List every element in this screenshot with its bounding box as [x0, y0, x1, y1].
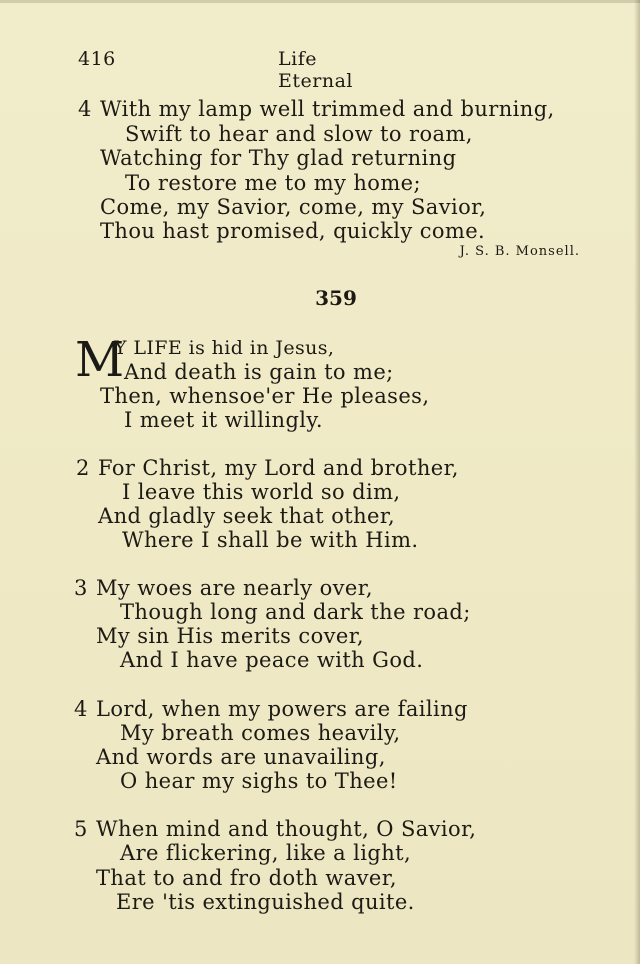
verse-3-line-4: And I have peace with God.: [120, 648, 424, 672]
verse-line-text: For Christ, my Lord and brother,: [98, 456, 459, 480]
verse-number: 5: [74, 817, 88, 841]
verse-line-text: Lord, when my powers are failing: [96, 697, 468, 721]
drop-cap: M: [75, 332, 125, 388]
verse-line-text: Y LIFE is hid in Jesus,: [114, 337, 335, 359]
verse-4-line-2: My breath comes heavily,: [120, 721, 401, 745]
verse-2-line-4: Where I shall be with Him.: [122, 528, 419, 552]
verse-4-line-1: [74, 697, 468, 721]
verse-number: 3: [74, 576, 88, 600]
verse-2-line-2: I leave this world so dim,: [122, 480, 401, 504]
prev-verse-4-line-2: Swift to hear and slow to roam,: [125, 122, 473, 146]
hymn-number: 359: [315, 286, 357, 310]
verse-5-line-3: That to and fro doth waver,: [96, 866, 397, 890]
verse-5-line-2: Are flickering, like a light,: [120, 841, 412, 865]
verse-2-line-3: And gladly seek that other,: [98, 504, 396, 528]
page-right-edge: [634, 0, 640, 964]
prev-verse-4-line-5: Come, my Savior, come, my Savior,: [100, 195, 487, 219]
verse-4-line-4: O hear my sighs to Thee!: [120, 769, 398, 793]
verse-line-text: My woes are nearly over,: [96, 576, 373, 600]
prev-verse-4-line-1: [78, 97, 555, 121]
prev-verse-4-line-6: Thou hast promised, quickly come.: [100, 219, 486, 243]
verse-3-line-2: Though long and dark the road;: [120, 600, 471, 624]
verse-5-line-1: [74, 817, 476, 841]
verse-3-line-1: [74, 576, 373, 600]
verse-number: 4: [78, 97, 92, 121]
attribution: J. S. B. Monsell.: [459, 244, 580, 259]
verse-5-line-4: Ere 'tis extinguished quite.: [116, 890, 415, 914]
page-header: [78, 48, 398, 92]
section-title: Life Eternal: [278, 48, 353, 92]
prev-verse-4-line-3: Watching for Thy glad returning: [100, 146, 457, 170]
prev-verse-4-line-4: To restore me to my home;: [125, 171, 421, 195]
verse-number: 2: [76, 456, 90, 480]
verse-4-line-3: And words are unavailing,: [96, 745, 386, 769]
verse-1-line-1: [114, 335, 334, 360]
verse-3-line-3: My sin His merits cover,: [96, 624, 364, 648]
page-top-edge: [0, 0, 640, 3]
verse-line-text: With my lamp well trimmed and burning,: [100, 97, 555, 121]
verse-1-line-3: Then, whensoe'er He pleases,: [100, 384, 430, 408]
verse-1-line-4: I meet it willingly.: [124, 408, 323, 432]
verse-1-line-2: And death is gain to me;: [124, 360, 394, 384]
verse-number: 4: [74, 697, 88, 721]
page-number: 416: [78, 48, 116, 70]
verse-line-text: When mind and thought, O Savior,: [96, 817, 477, 841]
verse-2-line-1: [76, 456, 459, 480]
